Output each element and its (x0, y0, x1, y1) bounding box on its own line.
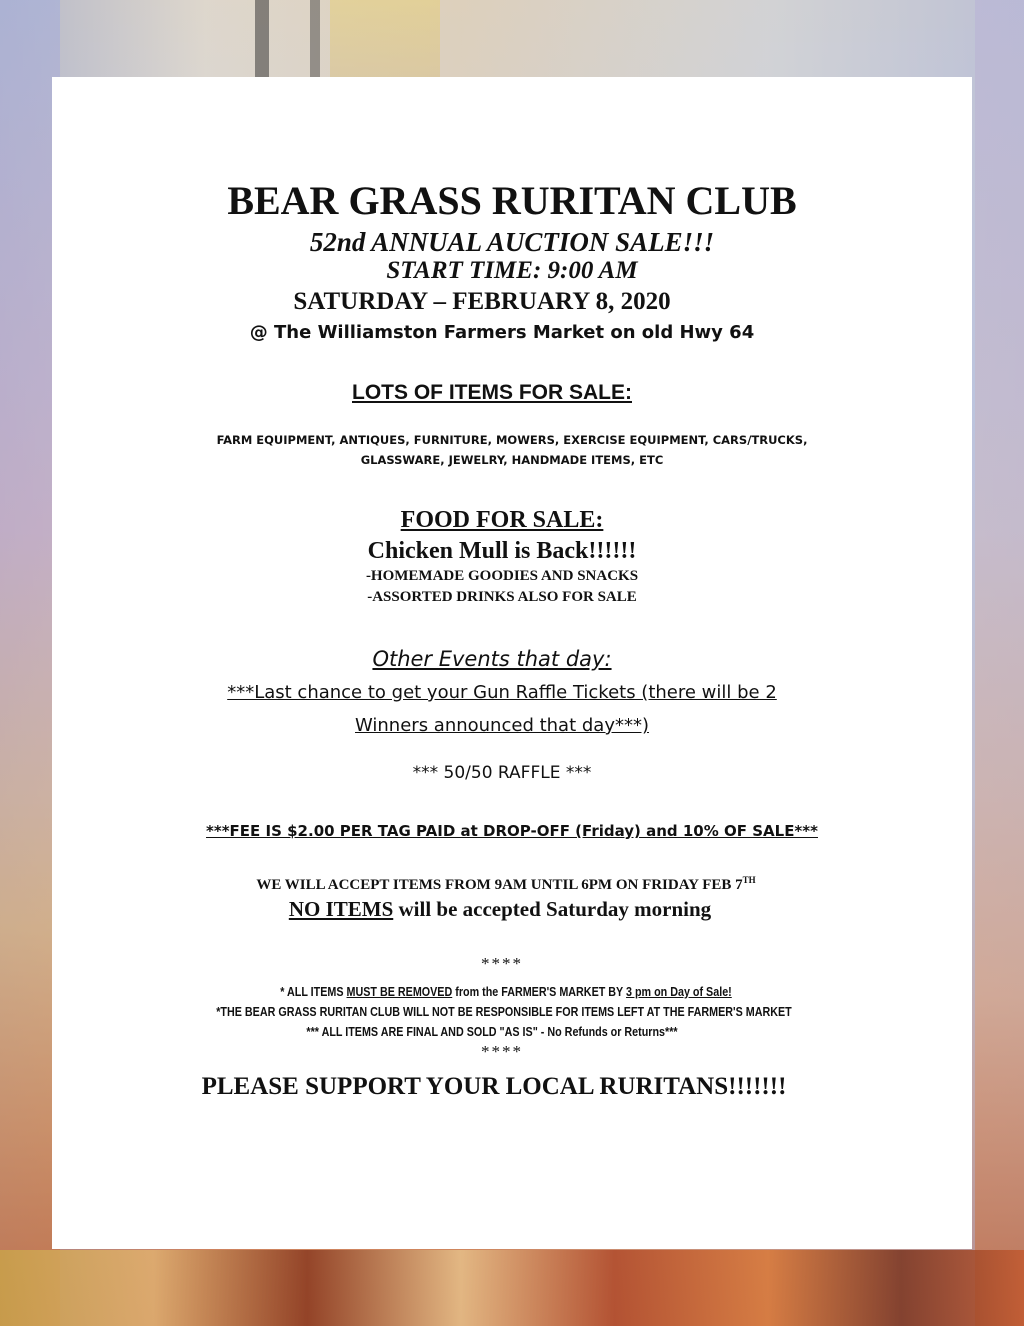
accept-items-notice (46, 875, 966, 894)
no-items-label: NO ITEMS (288, 897, 394, 921)
background-paint-right (975, 0, 1024, 1326)
events-50-50-raffle: *** 50/50 RAFFLE *** (412, 763, 592, 783)
items-heading: LOTS OF ITEMS FOR SALE: (352, 381, 632, 404)
accept-items-sup: TH (742, 875, 756, 885)
items-list: FARM EQUIPMENT, ANTIQUES, FURNITURE, MOWERS, EXERCISE EQUIPMENT, CARS/TRUCKS, GLASSWARE, JEWELRY, HANDMADE ITEMS, ETC (216, 433, 808, 467)
event-location: @ The Williamston Farmers Market on old Hwy 64 (249, 322, 755, 343)
background-stroke (310, 0, 320, 80)
background-paint-top (330, 0, 440, 78)
rule-responsibility: *THE BEAR GRASS RURITAN CLUB WILL NOT BE RESPONSIBLE FOR ITEMS LEFT AT THE FARMER'S MARKET (216, 1005, 792, 1019)
rule-removal-c: from the FARMER'S MARKET BY (452, 985, 627, 999)
food-drinks: -ASSORTED DRINKS ALSO FOR SALE (367, 589, 637, 605)
food-goodies: -HOMEMADE GOODIES AND SNACKS (365, 568, 639, 584)
rule-removal-b: MUST BE REMOVED (346, 985, 453, 999)
food-chicken-mull: Chicken Mull is Back!!!!!! (367, 538, 637, 564)
stars-divider: **** (481, 1042, 523, 1061)
rule-removal-d: 3 pm on Day of Sale! (626, 985, 732, 999)
flyer-title: BEAR GRASS RURITAN CLUB (227, 178, 797, 223)
flyer-page (52, 77, 972, 1249)
stars-divider: **** (481, 954, 523, 973)
rule-removal-a: * ALL ITEMS (280, 985, 347, 999)
event-date: SATURDAY – FEBRUARY 8, 2020 (293, 288, 671, 315)
rule-removal (110, 985, 901, 999)
background-paint-bottom (0, 1250, 1024, 1326)
events-winners: Winners announced that day***) (355, 715, 649, 736)
fee-notice: ***FEE IS $2.00 PER TAG PAID at DROP-OFF (Friday) and 10% OF SALE*** (206, 822, 818, 840)
events-heading: Other Events that day: (372, 647, 612, 671)
no-items-rest: will be accepted Saturday morning (393, 897, 712, 921)
accept-items-text: WE WILL ACCEPT ITEMS FROM 9AM UNTIL 6PM ON FRIDAY FEB 7 (256, 877, 743, 893)
events-gun-raffle: ***Last chance to get your Gun Raffle Tickets (there will be 2 (227, 682, 777, 703)
support-message: PLEASE SUPPORT YOUR LOCAL RURITANS!!!!!!! (201, 1073, 787, 1100)
background-stroke (255, 0, 269, 80)
flyer-subtitle: 52nd ANNUAL AUCTION SALE!!! (309, 227, 715, 257)
start-time: START TIME: 9:00 AM (386, 257, 638, 284)
no-items-notice (40, 897, 960, 922)
food-heading: FOOD FOR SALE: (400, 507, 604, 533)
rule-final-sale: *** ALL ITEMS ARE FINAL AND SOLD "AS IS" - No Refunds or Returns*** (306, 1025, 678, 1039)
